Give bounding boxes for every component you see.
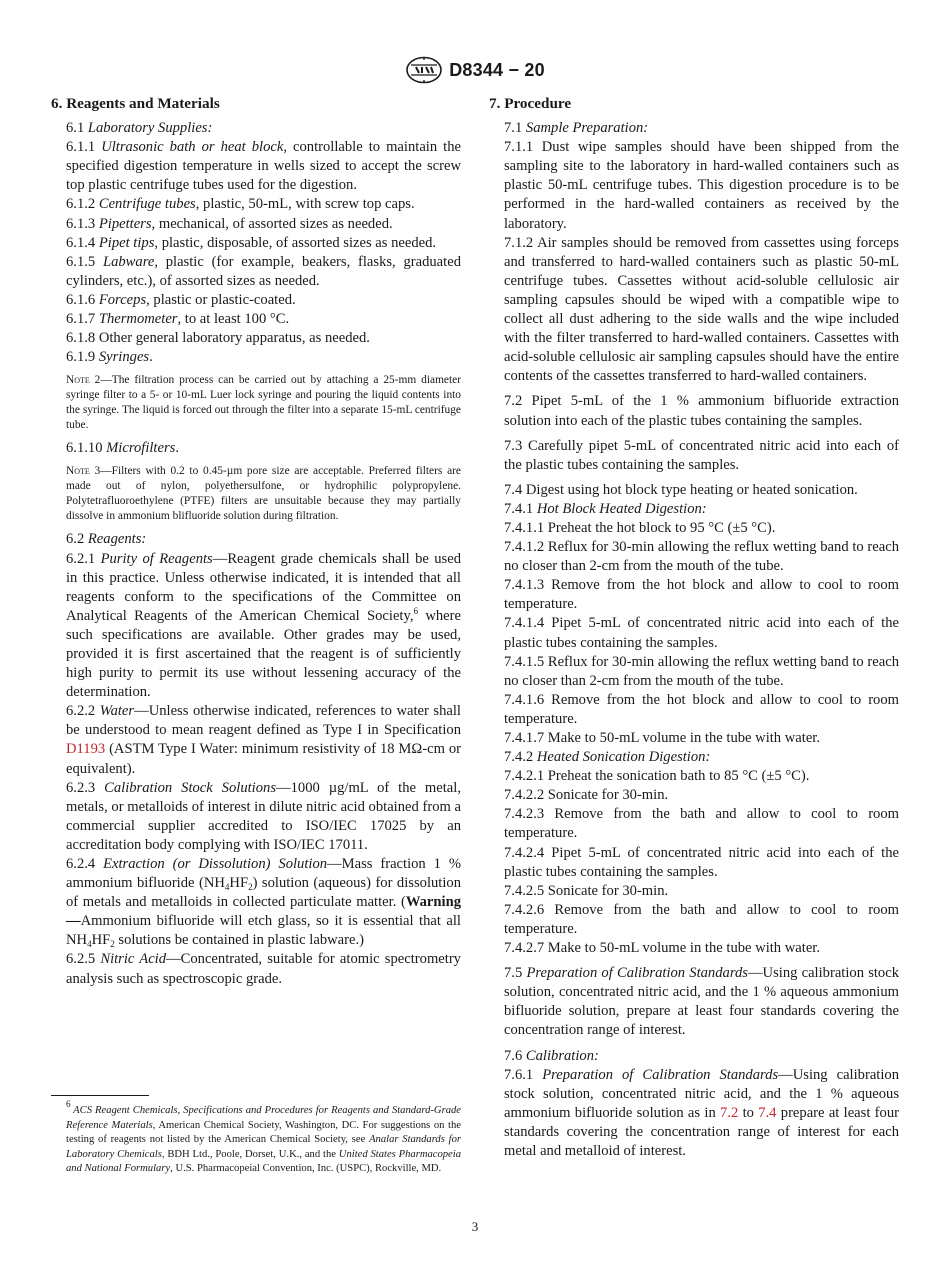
para-7-4-2-7: 7.4.2.7 Make to 50-mL volume in the tube with water. xyxy=(504,940,821,957)
section-7-heading: 7. Procedure xyxy=(489,95,572,112)
section-7-2-link[interactable]: 7.2 xyxy=(720,1104,739,1121)
para-6-1-4: 6.1.4 Pipet tips, plastic, disposable, of assorted sizes as needed. xyxy=(66,234,437,251)
para-7-5: 7.5 Preparation of Calibration Standards—Using calibration stock solution, concentrated nitric acid, and the 1 % aqueous ammonium bifluoride solution, prepare at least four standards covering the concentration range of interest. xyxy=(504,965,900,1039)
astm-logo xyxy=(405,56,443,84)
page-header xyxy=(0,52,950,88)
section-6-heading: 6. Reagents and Materials xyxy=(51,95,220,112)
para-6-2: 6.2 Reagents: xyxy=(66,531,147,548)
footnote-ref: 6 xyxy=(413,605,418,616)
para-6-2-1: 6.2.1 Purity of Reagents—Reagent grade chemicals shall be used in this practice. Unless otherwise indicated, it is intended that all reagents conform to the specifications of the Committee on Analytical Reagents of the American Chemical Society,$^6$ where such specifications are available. Other grades may be used, provided it is first ascertained that the reagent is of sufficiently high purity to permit its use without lessening accuracy of the determination. xyxy=(66,550,462,701)
para-7-4-2-5: 7.4.2.5 Sonicate for 30-min. xyxy=(504,882,669,899)
para-6-2-2: 6.2.2 Water—Unless otherwise indicated, references to water shall be understood to mean reagent defined as Type I in Specification D1193 (ASTM Type I Water: minimum resistivity of 18 MΩ-cm or equivalent). xyxy=(66,703,461,777)
para-6-1-6: 6.1.6 Forceps, plastic or plastic-coated. xyxy=(66,291,296,308)
note-3: Note 3—Filters with 0.2 to 0.45-µm pore size are acceptable. Preferred filters are made out of nylon, polyethersulfone, or hydrophilic polypropylene. Polytetrafluoroethylene (PTFE) filters are unsuitable because they may partially dissolve in ammonium blifluoride solution during filtration. xyxy=(66,465,461,523)
para-6-1-9: 6.1.9 Syringes. xyxy=(66,349,153,366)
para-7-1: 7.1 Sample Preparation: xyxy=(504,120,649,137)
para-6-2-3: 6.2.3 Calibration Stock Solutions—1000 µg/mL of the metal, metals, or metalloids of interest in dilute nitric acid obtained from a commercial supplier accredited to ISO/IEC 17025 by an accreditation body complying with ISO/IEC 17011. xyxy=(66,779,461,853)
para-6-1-8: 6.1.8 Other general laboratory apparatus, as needed. xyxy=(66,330,370,347)
para-7-4-2: 7.4.2 Heated Sonication Digestion: xyxy=(504,749,711,766)
para-7-4: 7.4 Digest using hot block type heating or heated sonication. xyxy=(504,481,858,498)
footnote-6: $^6$ ACS Reagent Chemicals, Specifications and Procedures for Reagents and Standard-Grade Reference Materials, American Chemical Society, Washington, DC. For suggestions on the testing of reagents not listed by the American Chemical Society, see Analar Standards for Laboratory Chemicals, BDH Ltd., Poole, Dorset, U.K., and the United States Pharmacopeia and National Formulary, U.S. Pharmacopeial Convention, Inc. (USPC), Rockville, MD. xyxy=(66,1099,462,1175)
para-7-1-1: 7.1.1 Dust wipe samples should have been shipped from the sampling site to the laboratory in hard-walled containers such as plastic 50-mL centrifuge tubes. This digestion procedure is to be performed in the hard-walled containers as received by the laboratory. xyxy=(504,139,899,232)
section-7-4-link[interactable]: 7.4 xyxy=(758,1104,777,1121)
footnote-divider xyxy=(51,1095,149,1096)
para-6-2-5: 6.2.5 Nitric Acid—Concentrated, suitable for atomic spectrometry analysis such as spectroscopic grade. xyxy=(66,951,461,987)
para-7-4-1-2: 7.4.1.2 Reflux for 30-min allowing the reflux wetting band to reach no closer than 2-cm from the mouth of the tube. xyxy=(504,539,899,575)
para-6-1-1: 6.1.1 Ultrasonic bath or heat block, controllable to maintain the specified digestion temperature in wells sized to accept the screw top plastic centrifuge tubes used for the digestion. xyxy=(66,139,461,194)
standard-designation: D8344 − 20 xyxy=(449,59,545,80)
para-7-3: 7.3 Carefully pipet 5-mL of concentrated nitric acid into each of the plastic tubes containing the samples. xyxy=(504,437,899,473)
para-7-4-1-6: 7.4.1.6 Remove from the hot block and allow to cool to room temperature. xyxy=(504,691,899,727)
para-6-1-10: 6.1.10 Microfilters. xyxy=(66,440,179,457)
para-6-1-5: 6.1.5 Labware, plastic (for example, beakers, flasks, graduated cylinders, etc.), of assorted sizes as needed. xyxy=(66,253,461,289)
left-column xyxy=(51,94,461,989)
warning-label: Warning— xyxy=(66,894,461,930)
para-7-4-2-6: 7.4.2.6 Remove from the bath and allow to cool to room temperature. xyxy=(504,901,899,937)
para-7-4-2-2: 7.4.2.2 Sonicate for 30-min. xyxy=(504,787,669,804)
para-7-6: 7.6 Calibration: xyxy=(504,1047,599,1064)
para-6-1-3: 6.1.3 Pipetters, mechanical, of assorted sizes as needed. xyxy=(66,215,393,232)
para-6-1-7: 6.1.7 Thermometer, to at least 100 °C. xyxy=(66,311,290,328)
para-7-2: 7.2 Pipet 5-mL of the 1 % ammonium bifluoride extraction solution into each of the plastic tubes containing the samples. xyxy=(504,393,899,429)
para-7-4-1-7: 7.4.1.7 Make to 50-mL volume in the tube with water. xyxy=(504,730,821,746)
para-7-4-1: 7.4.1 Hot Block Heated Digestion: xyxy=(504,500,707,517)
para-7-4-1-5: 7.4.1.5 Reflux for 30-min allowing the reflux wetting band to reach no closer than 2-cm from the mouth of the tube. xyxy=(504,653,899,689)
para-7-4-1-3: 7.4.1.3 Remove from the hot block and allow to cool to room temperature. xyxy=(504,577,899,613)
para-7-4-2-1: 7.4.2.1 Preheat the sonication bath to 85 °C (±5 °C). xyxy=(504,768,810,785)
right-column xyxy=(489,94,899,1161)
para-6-1: 6.1 Laboratory Supplies: xyxy=(66,120,213,137)
footnote xyxy=(51,1099,462,1177)
note-2: Note 2—The filtration process can be carried out by attaching a 25-mm diameter syringe filter to a 5- or 10-mL Luer lock syringe and pouring the liquid contents into the syringe. The liquid is forced out through the filter into a separate 15-mL centrifuge tube. xyxy=(66,374,461,432)
para-7-4-2-4: 7.4.2.4 Pipet 5-mL of concentrated nitric acid into each of the plastic tubes containing the samples. xyxy=(504,844,899,880)
para-7-1-2: 7.1.2 Air samples should be removed from cassettes using forceps and transferred to hard-walled containers such as plastic 50-mL centrifuge tubes. Cassettes without acid-soluble cellulosic air sampling capsules should be wiped with a compatible wipe to collect all dust adhering to the side walls and the wipe included with the filter transferred to hard-walled containers. Cassettes with acid-soluble cellulosic air sampling capsules should have the entire contents of the cassettes transferred to hard-walled containers. xyxy=(504,234,899,385)
para-6-2-4: 6.2.4 Extraction (or Dissolution) Solution—Mass fraction 1 % ammonium bifluoride $(NH_4HF_2)$ solution (aqueous) for dissolution of metals and metalloids in collected particulate matter. (Warning—Ammonium bifluoride will etch glass, so it is essential that all $NH_4HF_2$ solutions be contained in plastic labware.) xyxy=(66,856,461,950)
page-number: 3 xyxy=(471,1219,479,1234)
para-7-4-1-1: 7.4.1.1 Preheat the hot block to 95 °C (±5 °C). xyxy=(504,519,776,536)
d1193-link[interactable]: D1193 xyxy=(66,741,106,758)
para-7-4-2-3: 7.4.2.3 Remove from the bath and allow to cool to room temperature. xyxy=(504,806,899,842)
para-6-1-2: 6.1.2 Centrifuge tubes, plastic, 50-mL, with screw top caps. xyxy=(66,196,415,213)
para-7-4-1-4: 7.4.1.4 Pipet 5-mL of concentrated nitric acid into each of the plastic tubes containing the samples. xyxy=(504,615,899,651)
para-7-6-1: 7.6.1 Preparation of Calibration Standards—Using calibration stock solution, concentrated nitric acid, and the 1 % aqueous ammonium bifluoride solution as in 7.2 to 7.4 prepare at least four standards covering the concentration range of interest for each metal and metalloid of interest. xyxy=(504,1066,900,1159)
